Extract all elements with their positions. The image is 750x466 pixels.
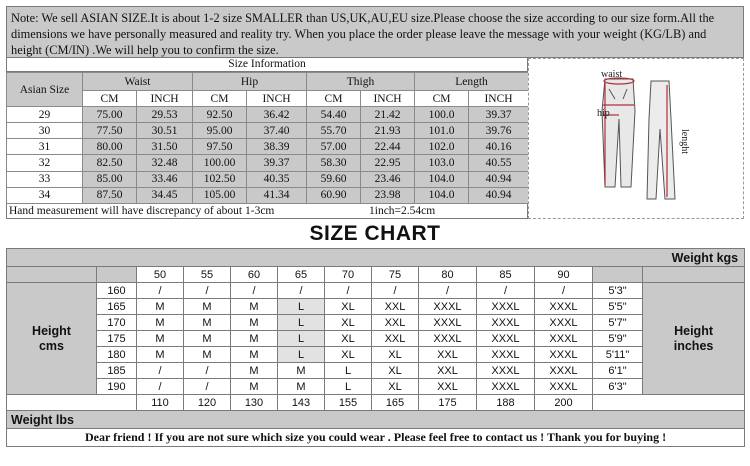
- size-cell: XXXL: [419, 299, 477, 315]
- asian-size-cell: 31: [7, 139, 83, 155]
- measurement-cell: 39.37: [247, 155, 307, 171]
- contact-note: Dear friend ! If you are not sure which size you could wear . Please feel free to contact us ! Thank you for buying !: [7, 429, 745, 447]
- size-cell: M: [231, 363, 278, 379]
- weight-kg-cell: 65: [278, 267, 325, 283]
- size-information-section: [6, 58, 528, 219]
- pants-measurement-diagram: [528, 58, 744, 219]
- weight-kg-cell: 50: [137, 267, 184, 283]
- length-header: Length: [415, 73, 529, 91]
- measurement-cell: 40.35: [247, 171, 307, 187]
- weight-lb-cell: 175: [419, 395, 477, 411]
- measurement-cell: 40.55: [469, 155, 529, 171]
- size-cell: M: [184, 347, 231, 363]
- height-cm-cell: 175: [97, 331, 137, 347]
- size-cell: /: [184, 283, 231, 299]
- measurement-cell: 80.00: [83, 139, 137, 155]
- measurement-cell: 104.0: [415, 171, 469, 187]
- size-cell: M: [278, 363, 325, 379]
- hip-label: hip: [597, 108, 610, 119]
- size-cell: XXL: [419, 347, 477, 363]
- weight-kg-cell: 60: [231, 267, 278, 283]
- measurement-cell: 97.50: [193, 139, 247, 155]
- measurement-cell: 40.94: [469, 187, 529, 203]
- unit-header: INCH: [137, 91, 193, 107]
- thigh-header: Thigh: [307, 73, 415, 91]
- size-cell: M: [184, 299, 231, 315]
- weight-kgs-header: Weight kgs: [7, 249, 745, 267]
- size-cell: XXXL: [535, 331, 593, 347]
- length-label: lenght: [679, 129, 690, 154]
- asian-size-cell: 30: [7, 123, 83, 139]
- measurement-cell: 101.0: [415, 123, 469, 139]
- size-cell: XXXL: [477, 379, 535, 395]
- weight-lbs-values-row: [7, 395, 745, 411]
- measurement-cell: 38.39: [247, 139, 307, 155]
- size-information-title: Size Information: [6, 58, 528, 72]
- corner-cell: [7, 267, 97, 283]
- height-inch-cell: 5'7": [593, 315, 643, 331]
- height-inches-text: Height inches: [673, 323, 714, 353]
- blank-cell: [7, 395, 137, 411]
- weight-kg-cell: 90: [535, 267, 593, 283]
- measurement-cell: 34.45: [137, 187, 193, 203]
- size-information-table: [6, 72, 529, 204]
- height-inch-cell: 6'1": [593, 363, 643, 379]
- measurement-cell: 58.30: [307, 155, 361, 171]
- size-cell: M: [137, 299, 184, 315]
- asian-size-cell: 32: [7, 155, 83, 171]
- unit-header: INCH: [361, 91, 415, 107]
- size-cell: /: [278, 283, 325, 299]
- size-cell: M: [137, 331, 184, 347]
- size-cell: XXXL: [477, 315, 535, 331]
- measurement-cell: 41.34: [247, 187, 307, 203]
- measurement-cell: 100.00: [193, 155, 247, 171]
- measurement-cell: 22.95: [361, 155, 415, 171]
- weight-lb-cell: 110: [137, 395, 184, 411]
- measurement-cell: 36.42: [247, 107, 307, 123]
- size-cell: XXXL: [535, 315, 593, 331]
- size-cell: XXXL: [535, 299, 593, 315]
- weight-kg-cell: 75: [372, 267, 419, 283]
- weight-kg-cell: 70: [325, 267, 372, 283]
- size-cell: L: [278, 331, 325, 347]
- measurement-cell: 105.00: [193, 187, 247, 203]
- size-chart-table: [6, 248, 745, 447]
- size-cell: /: [137, 379, 184, 395]
- measurement-cell: 21.42: [361, 107, 415, 123]
- size-row: [7, 187, 529, 203]
- size-row: [7, 171, 529, 187]
- size-row: [7, 155, 529, 171]
- measurement-cell: 31.50: [137, 139, 193, 155]
- waist-label: waist: [601, 69, 623, 80]
- weight-lbs-label: Weight lbs: [7, 411, 745, 429]
- size-cell: /: [372, 283, 419, 299]
- size-cell: XXL: [419, 363, 477, 379]
- size-cell: L: [278, 299, 325, 315]
- size-cell: XXXL: [419, 315, 477, 331]
- height-cm-cell: 170: [97, 315, 137, 331]
- size-cell: XXXL: [477, 331, 535, 347]
- measurement-cell: 23.98: [361, 187, 415, 203]
- size-cell: XXXL: [477, 347, 535, 363]
- weight-lb-cell: 120: [184, 395, 231, 411]
- measurement-cell: 95.00: [193, 123, 247, 139]
- size-cell: M: [137, 347, 184, 363]
- size-cell: M: [184, 315, 231, 331]
- measurement-cell: 57.00: [307, 139, 361, 155]
- size-cell: L: [278, 347, 325, 363]
- height-row: [7, 283, 745, 299]
- measurement-cell: 33.46: [137, 171, 193, 187]
- height-inch-cell: 5'11": [593, 347, 643, 363]
- size-row: [7, 123, 529, 139]
- size-cell: M: [137, 315, 184, 331]
- size-cell: M: [231, 331, 278, 347]
- corner-cell: [643, 267, 745, 283]
- measurement-cell: 102.50: [193, 171, 247, 187]
- size-cell: L: [325, 363, 372, 379]
- height-row: [7, 299, 745, 315]
- unit-header: CM: [83, 91, 137, 107]
- height-cms-text: Height cms: [32, 323, 71, 353]
- size-cell: XL: [325, 315, 372, 331]
- size-cell: XXL: [372, 315, 419, 331]
- size-cell: M: [184, 331, 231, 347]
- measurement-cell: 29.53: [137, 107, 193, 123]
- measurement-cell: 60.90: [307, 187, 361, 203]
- measurement-cell: 75.00: [83, 107, 137, 123]
- height-cm-cell: 160: [97, 283, 137, 299]
- measurement-cell: 59.60: [307, 171, 361, 187]
- measurement-cell: 22.44: [361, 139, 415, 155]
- corner-cell: [97, 267, 137, 283]
- weight-lb-cell: 155: [325, 395, 372, 411]
- discrepancy-note: Hand measurement will have discrepancy of about 1-3cm: [9, 205, 275, 217]
- unit-header: INCH: [247, 91, 307, 107]
- blank-cell: [593, 395, 745, 411]
- height-cms-label: [7, 283, 97, 395]
- size-cell: XL: [372, 363, 419, 379]
- measurement-cell: 77.50: [83, 123, 137, 139]
- size-cell: /: [184, 363, 231, 379]
- measurement-cell: 103.0: [415, 155, 469, 171]
- height-inch-cell: 5'9": [593, 331, 643, 347]
- size-cell: XXXL: [477, 299, 535, 315]
- size-cell: M: [231, 299, 278, 315]
- measurement-cell: 92.50: [193, 107, 247, 123]
- measurement-cell: 87.50: [83, 187, 137, 203]
- weight-kg-cell: 80: [419, 267, 477, 283]
- hip-header: Hip: [193, 73, 307, 91]
- weight-kg-cell: 55: [184, 267, 231, 283]
- height-inches-label: [643, 283, 745, 395]
- weight-kg-cell: 85: [477, 267, 535, 283]
- height-row: [7, 315, 745, 331]
- unit-header: CM: [193, 91, 247, 107]
- waist-header: Waist: [83, 73, 193, 91]
- measurement-cell: 23.46: [361, 171, 415, 187]
- size-cell: XXXL: [419, 331, 477, 347]
- size-cell: /: [137, 283, 184, 299]
- size-cell: XL: [372, 379, 419, 395]
- weight-lb-cell: 188: [477, 395, 535, 411]
- size-chart-title: SIZE CHART: [309, 222, 441, 245]
- height-row: [7, 331, 745, 347]
- size-cell: /: [419, 283, 477, 299]
- size-row: [7, 139, 529, 155]
- asian-size-cell: 34: [7, 187, 83, 203]
- measurement-cell: 39.76: [469, 123, 529, 139]
- weight-lb-cell: 143: [278, 395, 325, 411]
- size-note: Note: We sell ASIAN SIZE.It is about 1-2 size SMALLER than US,UK,AU,EU size.Please choose the size according to our size form.All the dimensions we have personally measured and reality try. When you place the order please leave the message with your weight (KG/LB) and height (CM/IN) .We will help you to confirm the size.: [6, 6, 744, 58]
- size-cell: M: [231, 379, 278, 395]
- measurement-cell: 32.48: [137, 155, 193, 171]
- height-row: [7, 347, 745, 363]
- measurement-cell: 30.51: [137, 123, 193, 139]
- height-cm-cell: 180: [97, 347, 137, 363]
- asian-size-cell: 33: [7, 171, 83, 187]
- measurement-cell: 37.40: [247, 123, 307, 139]
- size-cell: XXXL: [535, 363, 593, 379]
- size-cell: /: [325, 283, 372, 299]
- size-cell: /: [477, 283, 535, 299]
- size-cell: XL: [325, 331, 372, 347]
- corner-cell: [593, 267, 643, 283]
- measurement-cell: 82.50: [83, 155, 137, 171]
- size-cell: /: [535, 283, 593, 299]
- size-cell: XXXL: [477, 363, 535, 379]
- height-inch-cell: 5'5": [593, 299, 643, 315]
- asian-size-cell: 29: [7, 107, 83, 123]
- height-cm-cell: 165: [97, 299, 137, 315]
- size-cell: XXXL: [535, 379, 593, 395]
- height-inch-cell: 5'3": [593, 283, 643, 299]
- size-cell: /: [137, 363, 184, 379]
- measurement-cell: 21.93: [361, 123, 415, 139]
- measurement-cell: 85.00: [83, 171, 137, 187]
- weight-lb-cell: 200: [535, 395, 593, 411]
- measurement-cell: 40.16: [469, 139, 529, 155]
- measurement-cell: 54.40: [307, 107, 361, 123]
- size-row: [7, 107, 529, 123]
- unit-header: CM: [307, 91, 361, 107]
- size-cell: /: [231, 283, 278, 299]
- weight-lb-cell: 130: [231, 395, 278, 411]
- measurement-cell: 55.70: [307, 123, 361, 139]
- height-cm-cell: 190: [97, 379, 137, 395]
- measurement-cell: 104.0: [415, 187, 469, 203]
- size-cell: XXL: [372, 331, 419, 347]
- size-cell: L: [278, 315, 325, 331]
- measurement-footnote: [6, 204, 528, 219]
- size-cell: /: [184, 379, 231, 395]
- measurement-cell: 102.0: [415, 139, 469, 155]
- height-row: [7, 363, 745, 379]
- size-cell: XL: [372, 347, 419, 363]
- size-cell: XL: [325, 347, 372, 363]
- unit-header: INCH: [469, 91, 529, 107]
- size-cell: M: [278, 379, 325, 395]
- measurement-cell: 40.94: [469, 171, 529, 187]
- height-row: [7, 379, 745, 395]
- height-inch-cell: 6'3": [593, 379, 643, 395]
- pants-illustration: [529, 59, 743, 218]
- size-cell: XL: [325, 299, 372, 315]
- size-cell: L: [325, 379, 372, 395]
- size-cell: XXL: [419, 379, 477, 395]
- measurement-cell: 100.0: [415, 107, 469, 123]
- size-cell: XXL: [372, 299, 419, 315]
- size-cell: M: [231, 315, 278, 331]
- inch-conversion-note: 1inch=2.54cm: [369, 205, 436, 217]
- unit-header: CM: [415, 91, 469, 107]
- measurement-cell: 39.37: [469, 107, 529, 123]
- asian-size-header: Asian Size: [7, 73, 83, 107]
- height-cm-cell: 185: [97, 363, 137, 379]
- size-cell: XXXL: [535, 347, 593, 363]
- weight-lb-cell: 165: [372, 395, 419, 411]
- size-cell: M: [231, 347, 278, 363]
